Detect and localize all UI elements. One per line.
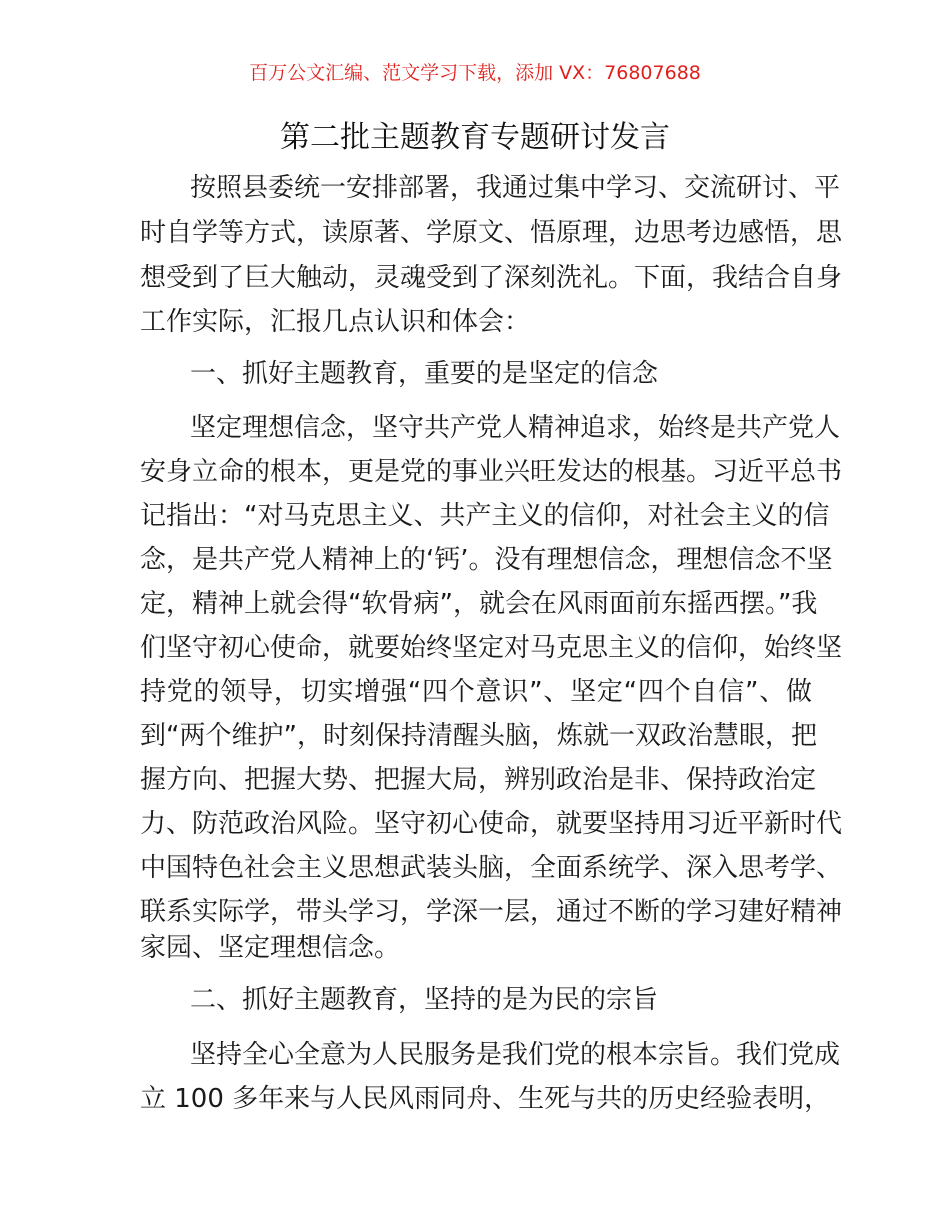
- paragraph-line: 力、防范政治风险。坚守初心使命，就要坚持用习近平新时代: [140, 809, 843, 839]
- paragraph-line: 握方向、把握大势、把握大局，辨别政治是非、保持政治定: [140, 765, 817, 795]
- paragraph-line: 坚定理想信念，坚守共产党人精神追求，始终是共产党人: [190, 413, 841, 443]
- document-title: 第二批主题教育专题研讨发言: [280, 120, 670, 155]
- watermark-header: 百万公文汇编、范文学习下载，添加 VX：76807688: [249, 62, 701, 84]
- section-heading: 一、抓好主题教育，重要的是坚定的信念: [190, 359, 659, 389]
- paragraph-line: 按照县委统一安排部署，我通过集中学习、交流研讨、平: [190, 173, 841, 203]
- section-heading: 二、抓好主题教育，坚持的是为民的宗旨: [190, 985, 659, 1015]
- paragraph-line: 联系实际学，带头学习，学深一层，通过不断的学习建好精神: [140, 897, 843, 927]
- paragraph-line: 立 100 多年来与人民风雨同舟、生死与共的历史经验表明，: [140, 1084, 831, 1114]
- paragraph-line: 想受到了巨大触动，灵魂受到了深刻洗礼。下面，我结合自身: [140, 263, 843, 293]
- paragraph-line: 坚持全心全意为人民服务是我们党的根本宗旨。我们党成: [190, 1040, 841, 1070]
- paragraph-line: 念，是共产党人精神上的‘钙’。没有理想信念，理想信念不坚: [140, 545, 833, 575]
- paragraph-line: 记指出：“对马克思主义、共产主义的信仰，对社会主义的信: [140, 501, 830, 531]
- paragraph-line: 定，精神上就会得“软骨病”，就会在风雨面前东摇西摆。”我: [140, 589, 818, 619]
- paragraph-line: 中国特色社会主义思想武装头脑，全面系统学、深入思考学、: [140, 853, 843, 883]
- paragraph-line: 持党的领导，切实增强“四个意识”、坚定“四个自信”、做: [140, 677, 812, 707]
- paragraph-line: 时自学等方式，读原著、学原文、悟原理，边思考边感悟，思: [140, 218, 843, 248]
- paragraph-line: 家园、坚定理想信念。: [140, 933, 401, 963]
- paragraph-line: 安身立命的根本，更是党的事业兴旺发达的根基。习近平总书: [140, 457, 843, 487]
- paragraph-line: 们坚守初心使命，就要始终坚定对马克思主义的信仰，始终坚: [140, 633, 843, 663]
- paragraph-line: 到“两个维护”，时刻保持清醒头脑，炼就一双政治慧眼，把: [140, 721, 817, 751]
- paragraph-line: 工作实际，汇报几点认识和体会：: [140, 307, 531, 337]
